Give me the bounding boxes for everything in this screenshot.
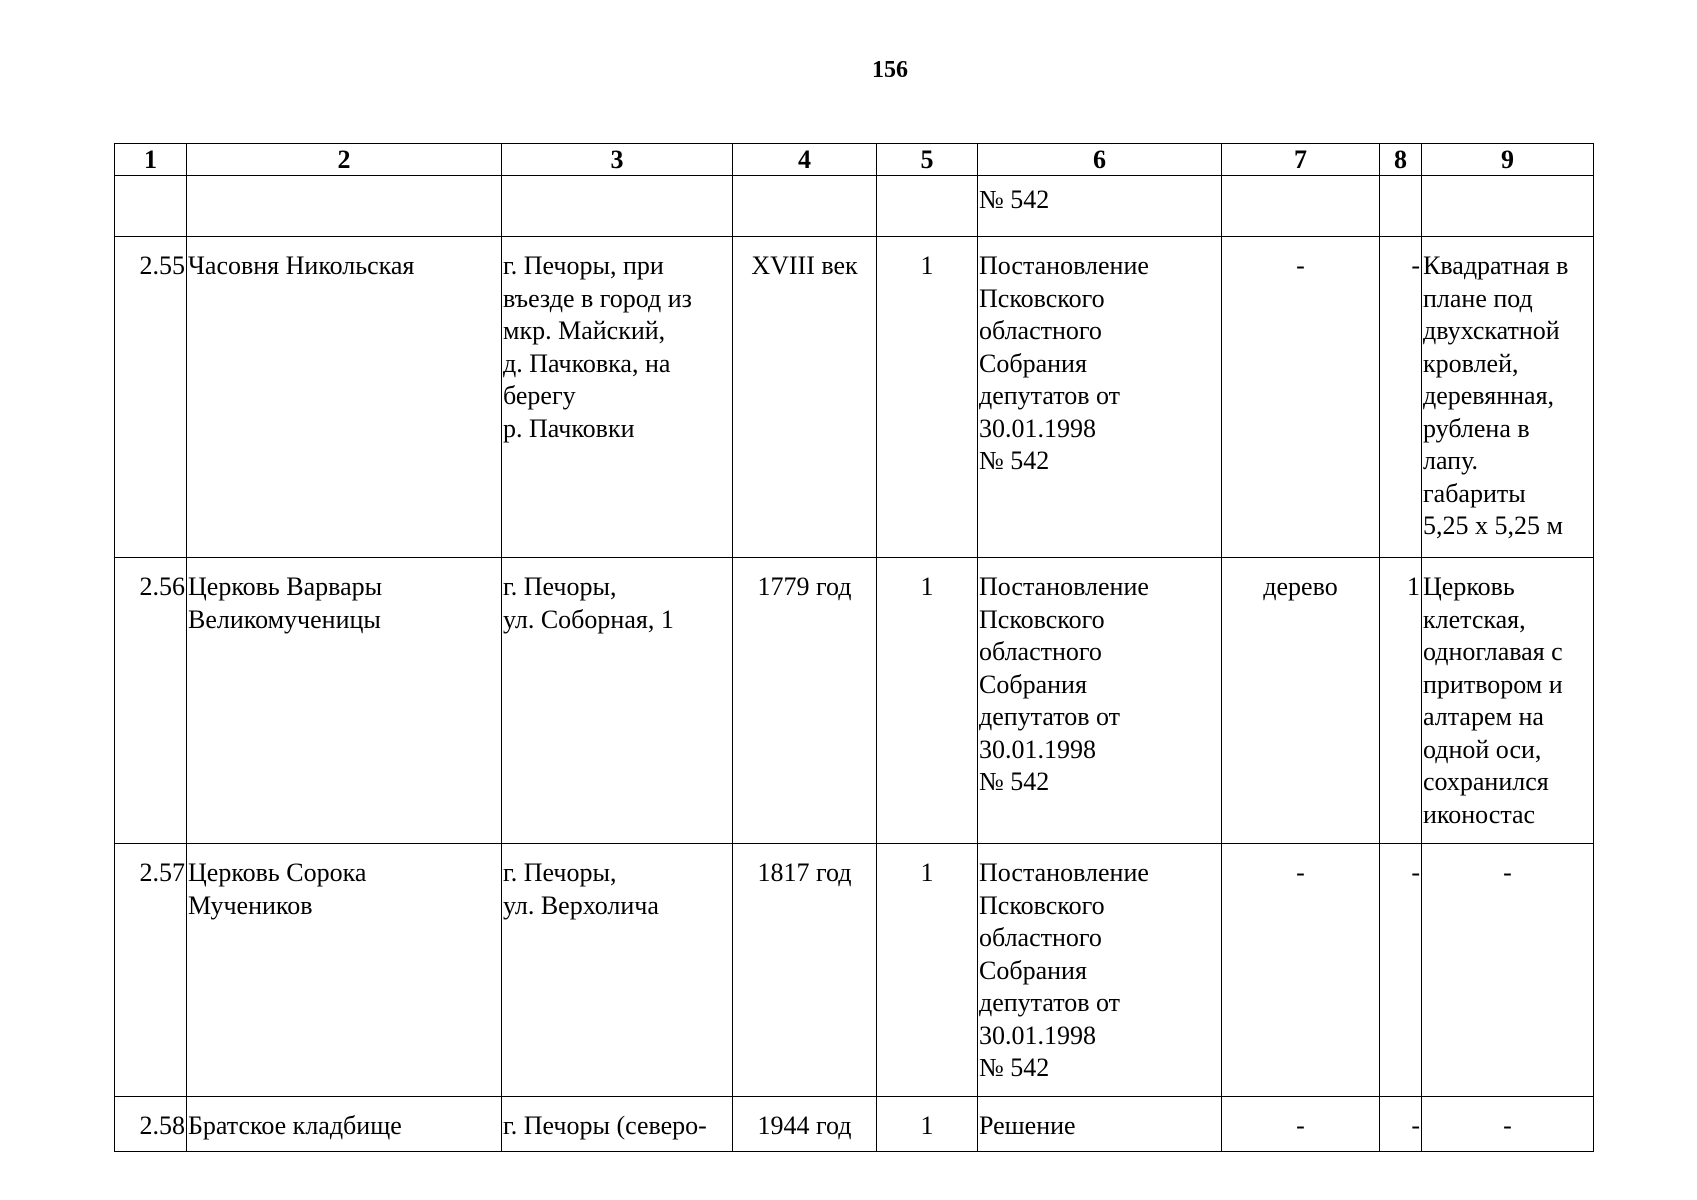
category-cell: 1 [877, 237, 978, 558]
table-row [115, 844, 1594, 1097]
category-cell: 1 [877, 558, 978, 844]
header-row [115, 144, 1594, 176]
row-number-cell [115, 176, 187, 237]
column-header-9: 9 [1422, 144, 1594, 176]
object-name-cell: Церковь Сорока Мучеников [187, 844, 502, 1097]
document-cell: Постановление Псковского областного Собрания депутатов от 30.01.1998 № 542 [978, 844, 1222, 1097]
table-row [115, 237, 1594, 558]
address-cell: г. Печоры, ул. Верхолича [502, 844, 733, 1097]
description-cell [1422, 176, 1594, 237]
column-header-8: 8 [1380, 144, 1422, 176]
material-cell: - [1222, 237, 1380, 558]
row-number-cell: 2.56 [115, 558, 187, 844]
description-cell: Квадратная в плане под двухскатной кровлей, деревянная, рублена в лапу. габариты 5,25 х 5,25 м [1422, 237, 1594, 558]
heritage-registry-table [114, 143, 1594, 1152]
column-8-cell [1380, 176, 1422, 237]
address-cell [502, 176, 733, 237]
column-8-cell: - [1380, 844, 1422, 1097]
column-header-4: 4 [733, 144, 877, 176]
address-cell: г. Печоры, при въезде в город из мкр. Майский, д. Пачковка, на берегу р. Пачковки [502, 237, 733, 558]
object-name-cell: Братское кладбище [187, 1097, 502, 1152]
document-cell: Постановление Псковского областного Собрания депутатов от 30.01.1998 № 542 [978, 237, 1222, 558]
address-cell: г. Печоры, ул. Соборная, 1 [502, 558, 733, 844]
description-cell: Церковь клетская, одноглавая с притвором и алтарем на одной оси, сохранился иконостас [1422, 558, 1594, 844]
date-cell: XVIII век [733, 237, 877, 558]
column-header-7: 7 [1222, 144, 1380, 176]
material-cell: - [1222, 844, 1380, 1097]
row-number-cell: 2.58 [115, 1097, 187, 1152]
table-row [115, 176, 1594, 237]
description-cell: - [1422, 1097, 1594, 1152]
object-name-cell [187, 176, 502, 237]
column-header-5: 5 [877, 144, 978, 176]
category-cell [877, 176, 978, 237]
table-row [115, 558, 1594, 844]
description-cell: - [1422, 844, 1594, 1097]
material-cell: дерево [1222, 558, 1380, 844]
object-name-cell: Часовня Никольская [187, 237, 502, 558]
date-cell: 1817 год [733, 844, 877, 1097]
column-8-cell: 1 [1380, 558, 1422, 844]
column-header-6: 6 [978, 144, 1222, 176]
material-cell [1222, 176, 1380, 237]
column-8-cell: - [1380, 237, 1422, 558]
category-cell: 1 [877, 1097, 978, 1152]
column-header-3: 3 [502, 144, 733, 176]
column-header-2: 2 [187, 144, 502, 176]
date-cell: 1944 год [733, 1097, 877, 1152]
document-cell: № 542 [978, 176, 1222, 237]
object-name-cell: Церковь Варвары Великомученицы [187, 558, 502, 844]
category-cell: 1 [877, 844, 978, 1097]
column-8-cell: - [1380, 1097, 1422, 1152]
document-cell: Постановление Псковского областного Собрания депутатов от 30.01.1998 № 542 [978, 558, 1222, 844]
row-number-cell: 2.57 [115, 844, 187, 1097]
page-number: 156 [872, 57, 908, 83]
address-cell: г. Печоры (северо- [502, 1097, 733, 1152]
column-header-1: 1 [115, 144, 187, 176]
date-cell: 1779 год [733, 558, 877, 844]
table-row [115, 1097, 1594, 1152]
material-cell: - [1222, 1097, 1380, 1152]
row-number-cell: 2.55 [115, 237, 187, 558]
date-cell [733, 176, 877, 237]
document-cell: Решение [978, 1097, 1222, 1152]
